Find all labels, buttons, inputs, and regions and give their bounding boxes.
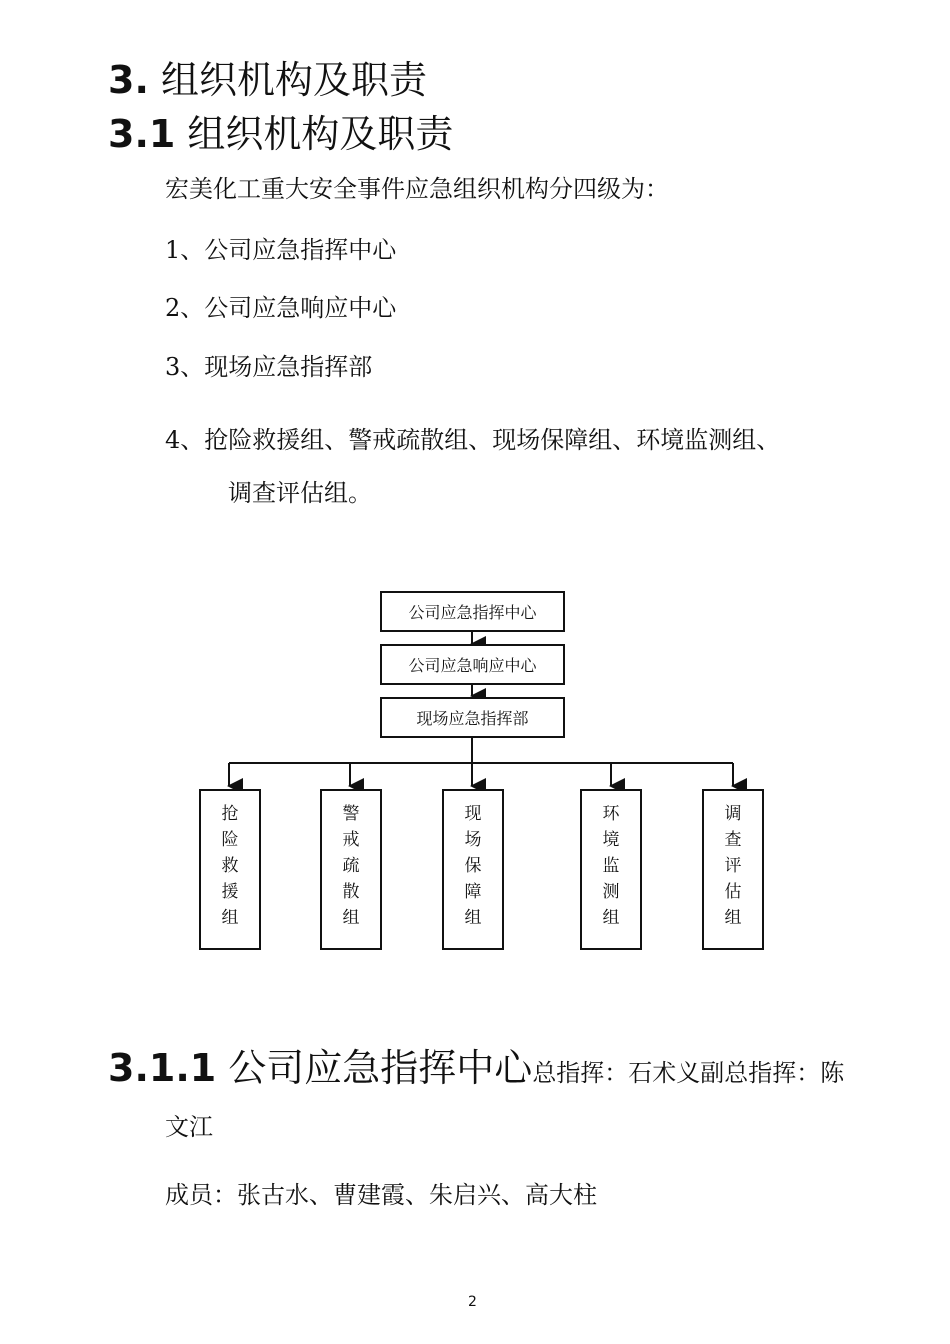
chart-node-char: 现 [464,804,482,824]
chart-node-char: 境 [602,830,620,850]
chart-node-char: 疏 [342,856,360,876]
heading-3 [108,58,427,102]
chart-node-char: 测 [602,882,620,902]
chart-node-char: 调 [724,804,742,824]
chart-node-char: 援 [221,882,239,902]
chart-node-char: 组 [724,908,742,928]
chart-node-char: 散 [342,882,360,902]
heading-3-1-1 [108,1046,844,1090]
heading-number: 3.1 [108,112,176,156]
chart-node-char: 保 [464,856,482,876]
chart-node-char: 救 [221,856,239,876]
chart-node-char: 场 [464,830,482,850]
chart-node-char: 监 [602,856,620,876]
chart-node-group-rescue [199,789,261,950]
chart-node-char: 组 [602,908,620,928]
heading-3-1-1-continuation: 文江 [165,1113,213,1141]
page-number: 2 [468,1294,477,1310]
chart-node-char: 险 [221,830,239,850]
chart-node-response-center: 公司应急响应中心 [380,644,565,685]
level-item-3: 3、现场应急指挥部 [165,353,373,381]
heading-number: 3.1.1 [108,1046,217,1090]
heading-text: 公司应急指挥中心 [228,1046,533,1090]
heading-inline-text: 总指挥：石术义副总指挥：陈 [532,1059,845,1087]
level-item-4-cont: 调查评估组。 [228,479,372,507]
chart-node-char: 障 [464,882,482,902]
chart-node-char: 警 [342,804,360,824]
level-item-2: 2、公司应急响应中心 [165,294,397,322]
chart-node-char: 抢 [221,804,239,824]
chart-node-command-center: 公司应急指挥中心 [380,591,565,632]
chart-node-char: 组 [342,908,360,928]
level-item-4: 4、抢险救援组、警戒疏散组、现场保障组、环境监测组、 [165,426,781,454]
chart-node-group-assessment [702,789,764,950]
chart-node-group-support [442,789,504,950]
chart-node-char: 组 [221,908,239,928]
chart-node-char: 环 [602,804,620,824]
intro-paragraph: 宏美化工重大安全事件应急组织机构分四级为： [165,175,669,203]
heading-text: 组织机构及职责 [160,58,427,102]
chart-node-char: 戒 [342,830,360,850]
chart-node-char: 组 [464,908,482,928]
chart-node-field-command: 现场应急指挥部 [380,697,565,738]
chart-node-group-monitoring [580,789,642,950]
heading-text: 组织机构及职责 [187,112,454,156]
level-item-1: 1、公司应急指挥中心 [165,236,397,264]
members-line: 成员：张古水、曹建霞、朱启兴、高大柱 [165,1181,597,1209]
chart-node-char: 查 [724,830,742,850]
chart-node-char: 评 [724,856,742,876]
heading-3-1 [108,112,453,156]
heading-number: 3. [108,58,149,102]
chart-node-char: 估 [724,882,742,902]
chart-node-group-evacuation [320,789,382,950]
